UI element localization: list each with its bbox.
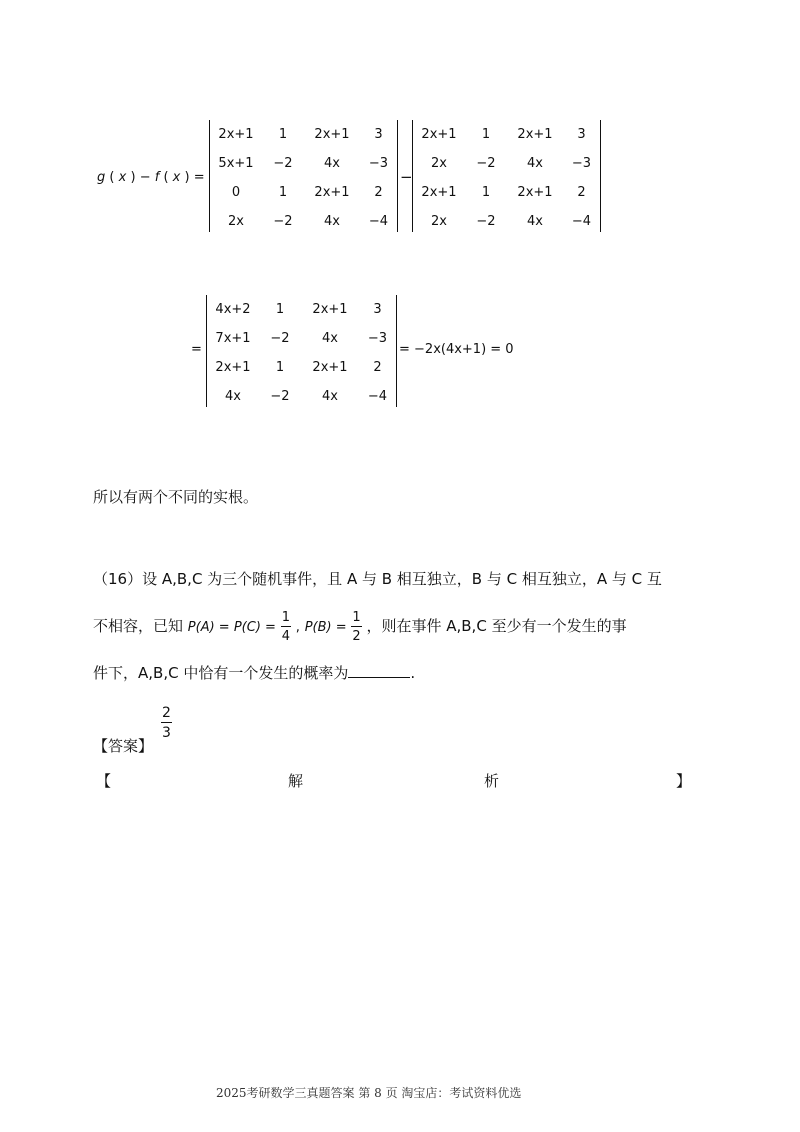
problem-16-line-1: （16）设 A,B,C 为三个随机事件，且 A 与 B 相互独立，B 与 C 相互独立，A 与 C 互 — [93, 570, 662, 588]
formula-2-equals: = — [191, 342, 202, 357]
determinant-b — [412, 120, 601, 232]
prob-pa-pc: P(A) = P(C) = — [187, 620, 276, 635]
prob-pb: P(B) = — [304, 620, 347, 635]
determinant-a-grid: 2x+1 1 2x+1 3 5x+1 −2 4x −3 0 1 2x+1 2 2x −2 4x −4 — [218, 127, 389, 229]
analysis-char-1: 解 — [288, 772, 304, 790]
determinant-c-grid: 4x+2 1 2x+1 3 7x+1 −2 4x −3 2x+1 1 2x+1 2 4x −2 4x −4 — [215, 302, 388, 404]
formula-2-result: = −2x(4x+1) = 0 — [399, 342, 514, 357]
answer-fraction: $\frac{2}{3}$ — [162, 705, 171, 741]
problem-16-line-3: 件下，A,B,C 中恰有一个发生的概率为 . — [93, 664, 416, 682]
answer-label: 【答案】 — [93, 737, 154, 755]
page-footer: 2025考研数学三真题答案 第 8 页 淘宝店：考试资料优选 — [216, 1086, 522, 1100]
answer-blank — [348, 663, 410, 678]
formula-1-minus: − — [400, 168, 413, 186]
fraction-quarter: $\frac{1}{4}$ — [281, 609, 290, 644]
problem-16-line-2: 不相容，已知 P(A) = P(C) = $\frac{1}{4}$ , P(B) = $\frac{1}{2}$ ，则在事件 A,B,C 至少有一个发生的事 — [93, 609, 627, 644]
analysis-close-bracket: 】 — [676, 772, 692, 790]
analysis-char-2: 析 — [484, 772, 500, 790]
determinant-b-grid: 2x+1 1 2x+1 3 2x −2 4x −3 2x+1 1 2x+1 2 2x −2 4x −4 — [421, 127, 592, 229]
fraction-half: $\frac{1}{2}$ — [352, 609, 361, 644]
determinant-c — [206, 295, 397, 407]
analysis-open-bracket: 【 — [96, 772, 112, 790]
determinant-a — [209, 120, 398, 232]
conclusion-text: 所以有两个不同的实根。 — [93, 488, 259, 506]
formula-1-lhs: g ( x ) − f ( x ) = — [97, 170, 205, 185]
